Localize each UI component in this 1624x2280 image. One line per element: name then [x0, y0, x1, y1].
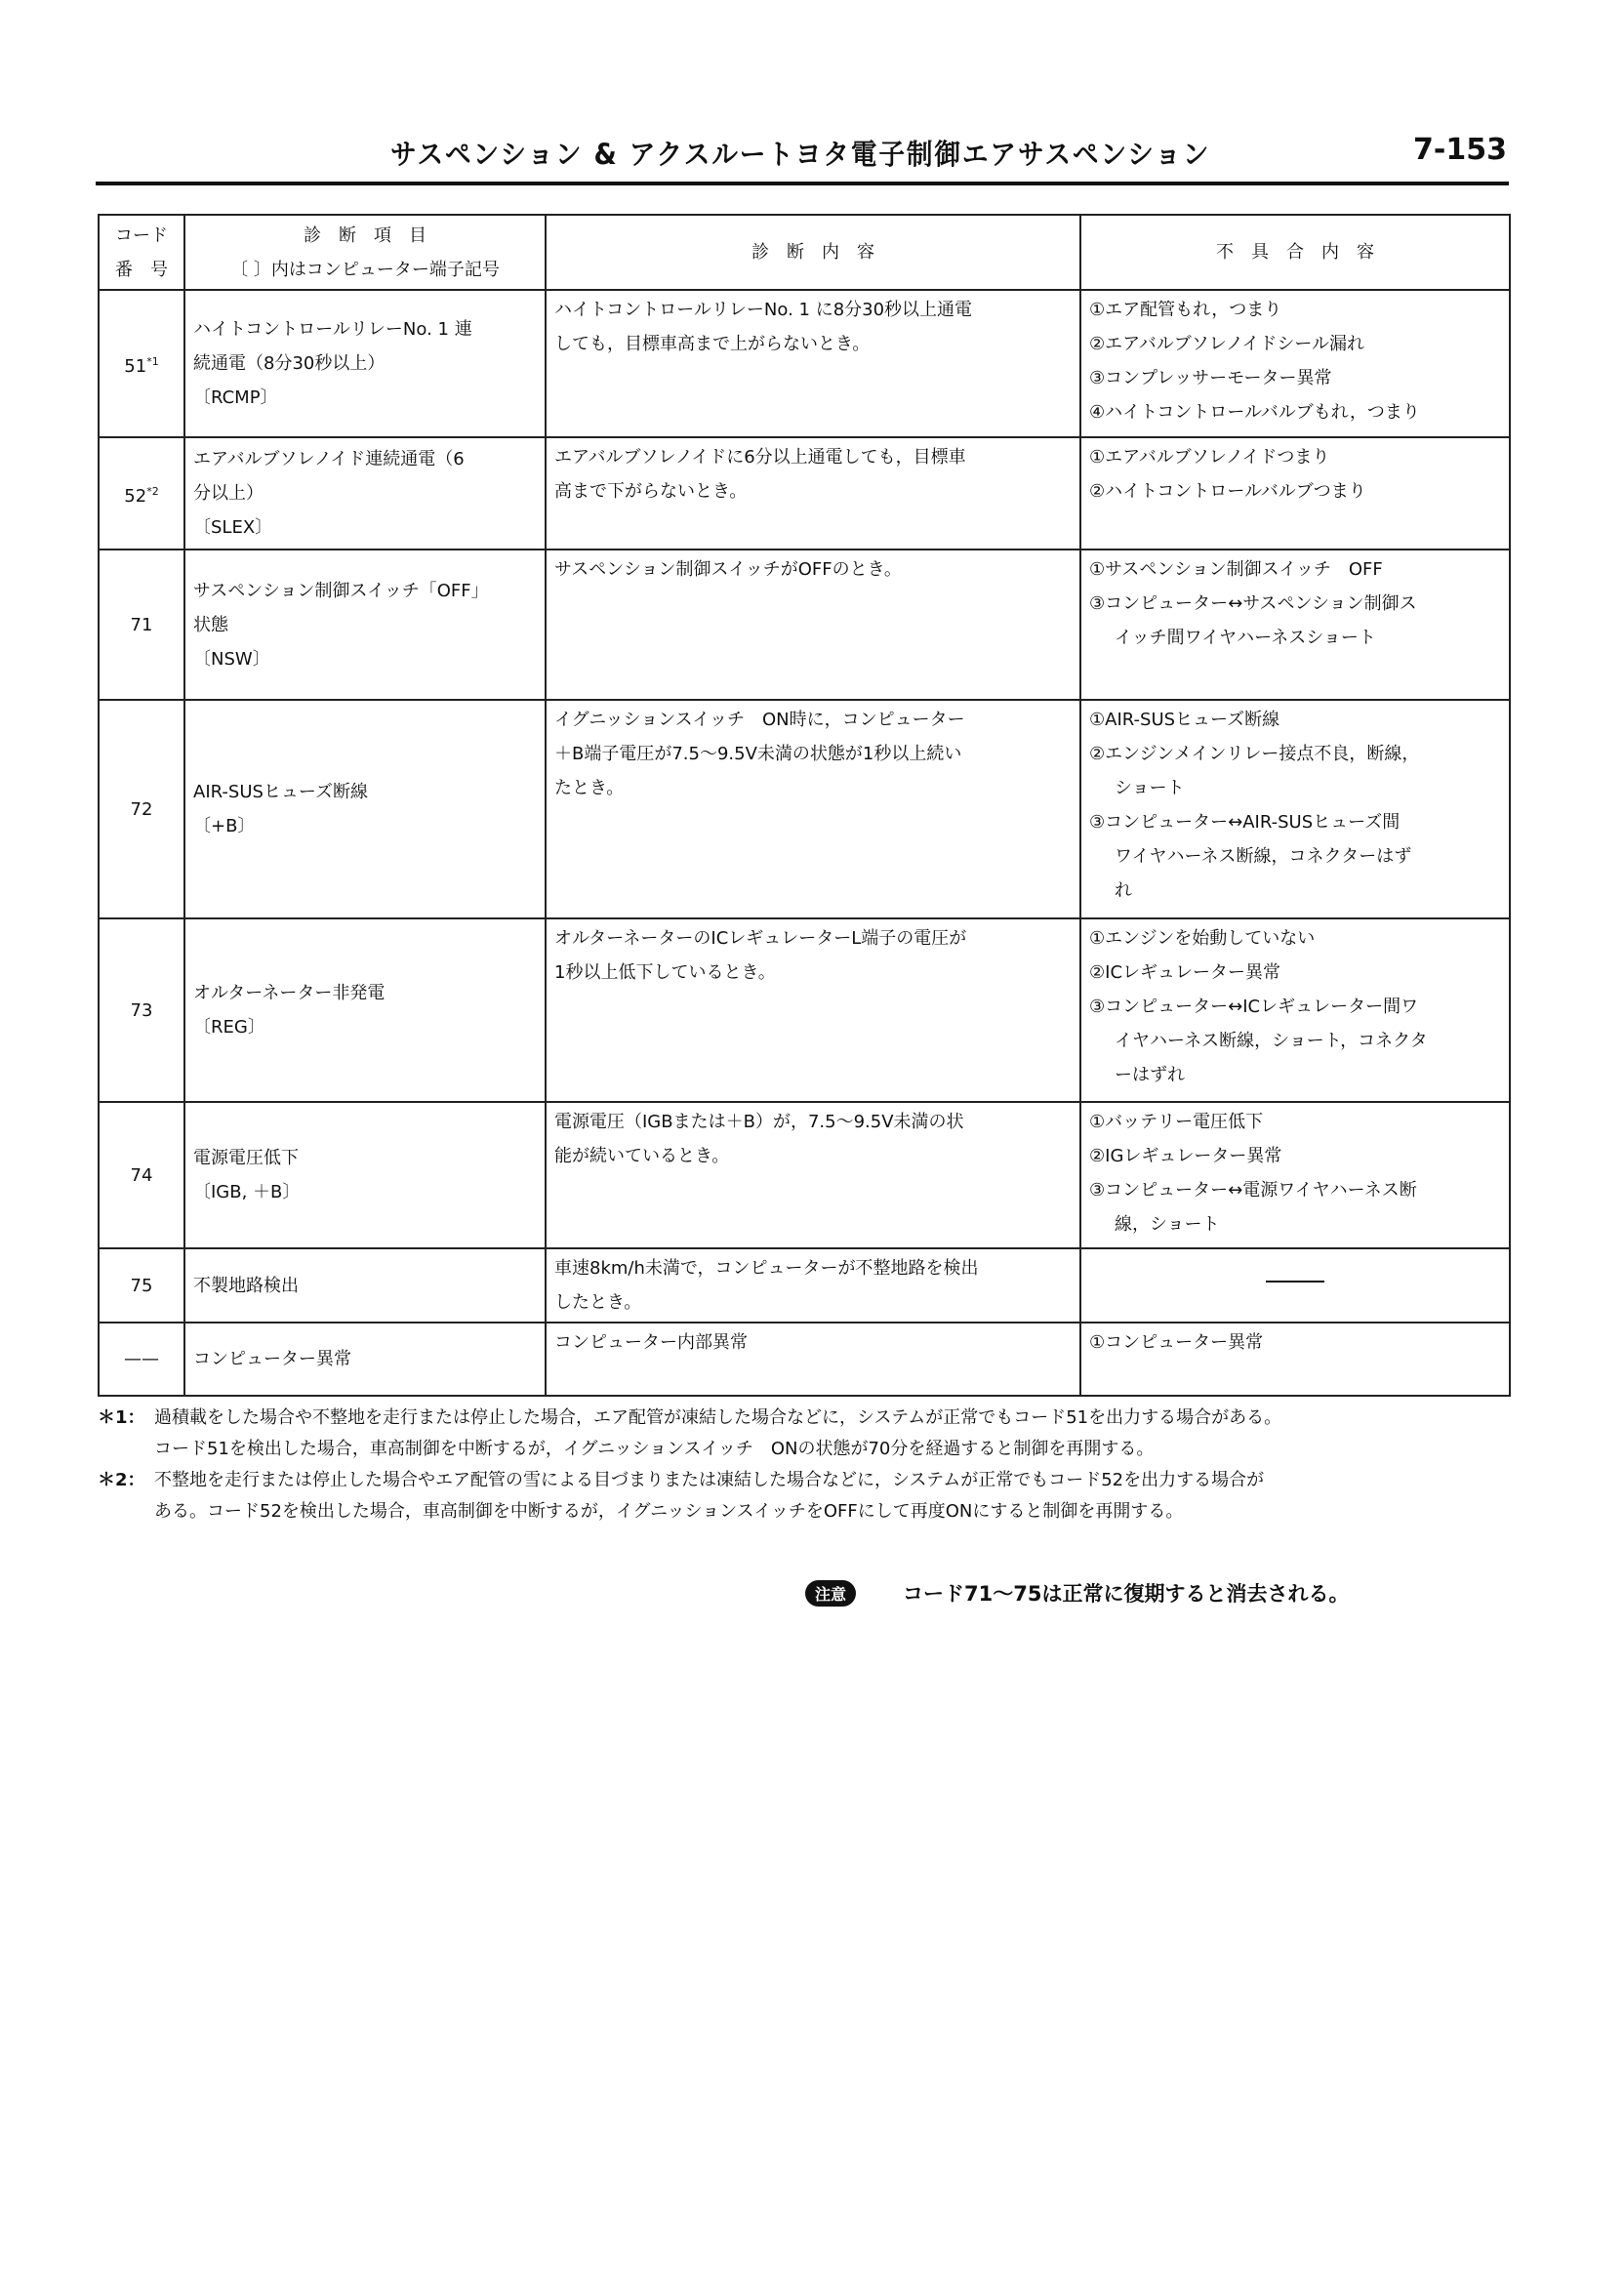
content-line: 高まで下がらないとき。: [554, 481, 748, 502]
table-row: [99, 437, 1510, 550]
footnote-line: 不整地を走行または停止した場合やエア配管の雪による目づまりまたは凍結した場合などに，システムが正常でもコード52を出力する場合が: [154, 1470, 1265, 1490]
fault-line: ①エンジンを始動していない: [1089, 928, 1316, 949]
fault-cell: [1080, 437, 1510, 550]
content-cell: [546, 1323, 1080, 1396]
fault-line: ①バッテリー電圧低下: [1089, 1112, 1264, 1132]
fault-line: ーはずれ: [1115, 1065, 1185, 1085]
header-rule: [96, 182, 1509, 185]
item-line: 〔NSW〕: [193, 648, 270, 670]
footnote-text: [154, 1465, 1509, 1527]
code-number: ——: [124, 1349, 159, 1369]
fault-line: ③コンプレッサーモーター異常: [1089, 368, 1332, 388]
code-cell: [99, 918, 184, 1102]
code-cell: [99, 1102, 184, 1248]
fault-line: ②IGレギュレーター異常: [1089, 1146, 1282, 1166]
footnote-line: 過積載をした場合や不整地を走行または停止した場合，エア配管が凍結した場合などに，システムが正常でもコード51を出力する場合がある。: [154, 1407, 1282, 1428]
note: [98, 1578, 1509, 1608]
note-text: コード71〜75は正常に復期すると消去される。: [903, 1582, 1350, 1606]
code-number: 51: [124, 355, 147, 377]
fault-line: ④ハイトコントロールバルブもれ，つまり: [1089, 402, 1420, 423]
code-cell: [99, 1248, 184, 1323]
item-line: 不製地路検出: [193, 1275, 299, 1296]
item-cell: [184, 290, 546, 437]
item-line: コンピューター異常: [193, 1349, 351, 1369]
fault-line: ③コンピューター↔ICレギュレーター間ワ: [1089, 997, 1419, 1017]
header-item: 診 断 項 目 〔 〕内はコンピューター端子記号: [184, 215, 546, 290]
fault-line: ②ハイトコントロールバルブつまり: [1089, 481, 1366, 502]
fault-line: ②エンジンメインリレー接点不良，断線，: [1089, 744, 1420, 764]
content-line: ハイトコントロールリレーNo. 1 に8分30秒以上通電: [554, 300, 973, 320]
content-line: たとき。: [554, 778, 625, 798]
content-cell: [546, 1248, 1080, 1323]
content-line: サスペンション制御スイッチがOFFのとき。: [554, 559, 902, 580]
code-number: 74: [130, 1164, 153, 1186]
footnote-mark: ＊1：: [98, 1407, 145, 1428]
footnote-text: [154, 1403, 1509, 1465]
fault-line: ①コンピューター異常: [1089, 1332, 1264, 1353]
fault-cell: [1080, 1323, 1510, 1396]
footnote-line: コード51を検出した場合，車高制御を中断するが，イグニッションスイッチ ONの状態が70分を経過すると制御を再開する。: [154, 1439, 1155, 1459]
fault-cell: [1080, 700, 1510, 918]
fault-line: ②ICレギュレーター異常: [1089, 962, 1281, 983]
footnote-mark: *2: [146, 484, 159, 498]
item-line: 状態: [193, 614, 228, 635]
fault-line: 線，ショート: [1115, 1214, 1220, 1235]
fault-cell: [1080, 550, 1510, 700]
item-line: ハイトコントロールリレーNo. 1 連: [193, 319, 472, 340]
table-row: [99, 550, 1510, 700]
content-line: イグニッションスイッチ ON時に，コンピューター: [554, 710, 965, 730]
fault-cell: [1080, 918, 1510, 1102]
content-cell: [546, 550, 1080, 700]
item-cell: [184, 1248, 546, 1323]
table-row: [99, 1248, 1510, 1323]
item-cell: [184, 700, 546, 918]
content-line: エアバルブソレノイドに6分以上通電しても，目標車: [554, 447, 966, 468]
fault-line: ③コンピューター↔電源ワイヤハーネス断: [1089, 1180, 1417, 1201]
item-line: 分以上）: [193, 483, 264, 504]
content-cell: [546, 918, 1080, 1102]
header-code: コード 番 号: [99, 215, 184, 290]
footnote: [98, 1465, 1509, 1527]
header-content: 診 断 内 容: [546, 215, 1080, 290]
item-line: 続通電（8分30秒以上）: [193, 353, 386, 374]
fault-line: ①サスペンション制御スイッチ OFF: [1089, 559, 1383, 580]
footnotes: [98, 1403, 1509, 1527]
code-cell: [99, 550, 184, 700]
fault-line: イッチ間ワイヤハーネスショート: [1115, 628, 1376, 648]
table-row: [99, 1102, 1510, 1248]
code-number: 52: [124, 485, 147, 507]
table-row: [99, 700, 1510, 918]
item-line: 電源電圧低下: [193, 1148, 299, 1168]
item-cell: [184, 437, 546, 550]
content-line: 1秒以上低下しているとき。: [554, 962, 776, 983]
item-cell: [184, 550, 546, 700]
item-line: 〔SLEX〕: [193, 517, 273, 538]
item-line: 〔IGB, ＋B〕: [193, 1182, 301, 1202]
content-line: ＋B端子電圧が7.5〜9.5V未満の状態が1秒以上続い: [554, 744, 962, 764]
code-cell: [99, 290, 184, 437]
item-cell: [184, 1102, 546, 1248]
code-number: 71: [130, 614, 153, 635]
page-number: 7-153: [1413, 133, 1507, 167]
header-fault: 不 具 合 内 容: [1080, 215, 1510, 290]
code-number: 75: [130, 1275, 153, 1296]
footnote: [98, 1403, 1509, 1465]
diagnostic-code-table: [98, 214, 1511, 1397]
content-line: 能が続いているとき。: [554, 1146, 730, 1166]
content-line: 電源電圧（IGBまたは＋B）が，7.5〜9.5V未満の状: [554, 1112, 964, 1132]
content-line: したとき。: [554, 1292, 642, 1313]
caution-badge: 注意: [805, 1580, 856, 1607]
item-line: オルターネーター非発電: [193, 983, 386, 1003]
item-line: 〔RCMP〕: [193, 387, 278, 408]
item-line: サスペンション制御スイッチ「OFF」: [193, 580, 489, 601]
item-line: 〔REG〕: [193, 1017, 265, 1038]
none-dash: [1266, 1281, 1324, 1282]
fault-line: ショート: [1115, 778, 1185, 798]
fault-cell: [1080, 1102, 1510, 1248]
content-line: 車速8km/h未満で，コンピューターが不整地路を検出: [554, 1258, 979, 1279]
fault-line: ①エアバルブソレノイドつまり: [1089, 447, 1330, 468]
content-cell: [546, 1102, 1080, 1248]
code-cell: [99, 1323, 184, 1396]
fault-cell: [1080, 1248, 1510, 1323]
table-row: [99, 918, 1510, 1102]
content-cell: [546, 700, 1080, 918]
content-line: コンピューター内部異常: [554, 1332, 748, 1353]
code-number: 73: [130, 999, 153, 1021]
content-line: しても，目標車高まで上がらないとき。: [554, 334, 871, 354]
code-cell: [99, 700, 184, 918]
table-row: [99, 1323, 1510, 1396]
fault-line: ①エア配管もれ，つまり: [1089, 300, 1282, 320]
content-line: オルターネーターのICレギュレーターL端子の電圧が: [554, 928, 967, 949]
fault-cell: [1080, 290, 1510, 437]
code-cell: [99, 437, 184, 550]
footnote-mark: *1: [146, 354, 159, 368]
fault-line: イヤハーネス断線，ショート，コネクタ: [1115, 1031, 1428, 1051]
item-line: AIR-SUSヒューズ断線: [193, 782, 369, 802]
page-title: サスペンション & アクスルートヨタ電子制御エアサスペンション: [390, 138, 1211, 171]
footnote-line: ある。コード52を検出した場合，車高制御を中断するが，イグニッションスイッチをOFFにして再度ONにすると制御を再開する。: [154, 1501, 1184, 1522]
page-body: [98, 214, 1509, 1608]
item-line: エアバルブソレノイド連続通電（6: [193, 449, 465, 469]
item-cell: [184, 1323, 546, 1396]
fault-line: ③コンピューター↔AIR-SUSヒューズ間: [1089, 812, 1401, 833]
item-line: 〔+B〕: [193, 816, 256, 836]
item-cell: [184, 918, 546, 1102]
code-number: 72: [130, 798, 153, 820]
table-row: [99, 290, 1510, 437]
fault-line: れ: [1115, 880, 1132, 901]
fault-line: ③コンピューター↔サスペンション制御ス: [1089, 593, 1417, 614]
fault-line: ②エアバルブソレノイドシール漏れ: [1089, 334, 1364, 354]
fault-line: ①AIR-SUSヒューズ断線: [1089, 710, 1280, 730]
table-header-row: [99, 215, 1510, 290]
fault-line: ワイヤハーネス断線，コネクターはず: [1115, 846, 1412, 867]
footnote-mark: ＊2：: [98, 1470, 145, 1490]
content-cell: [546, 437, 1080, 550]
content-cell: [546, 290, 1080, 437]
